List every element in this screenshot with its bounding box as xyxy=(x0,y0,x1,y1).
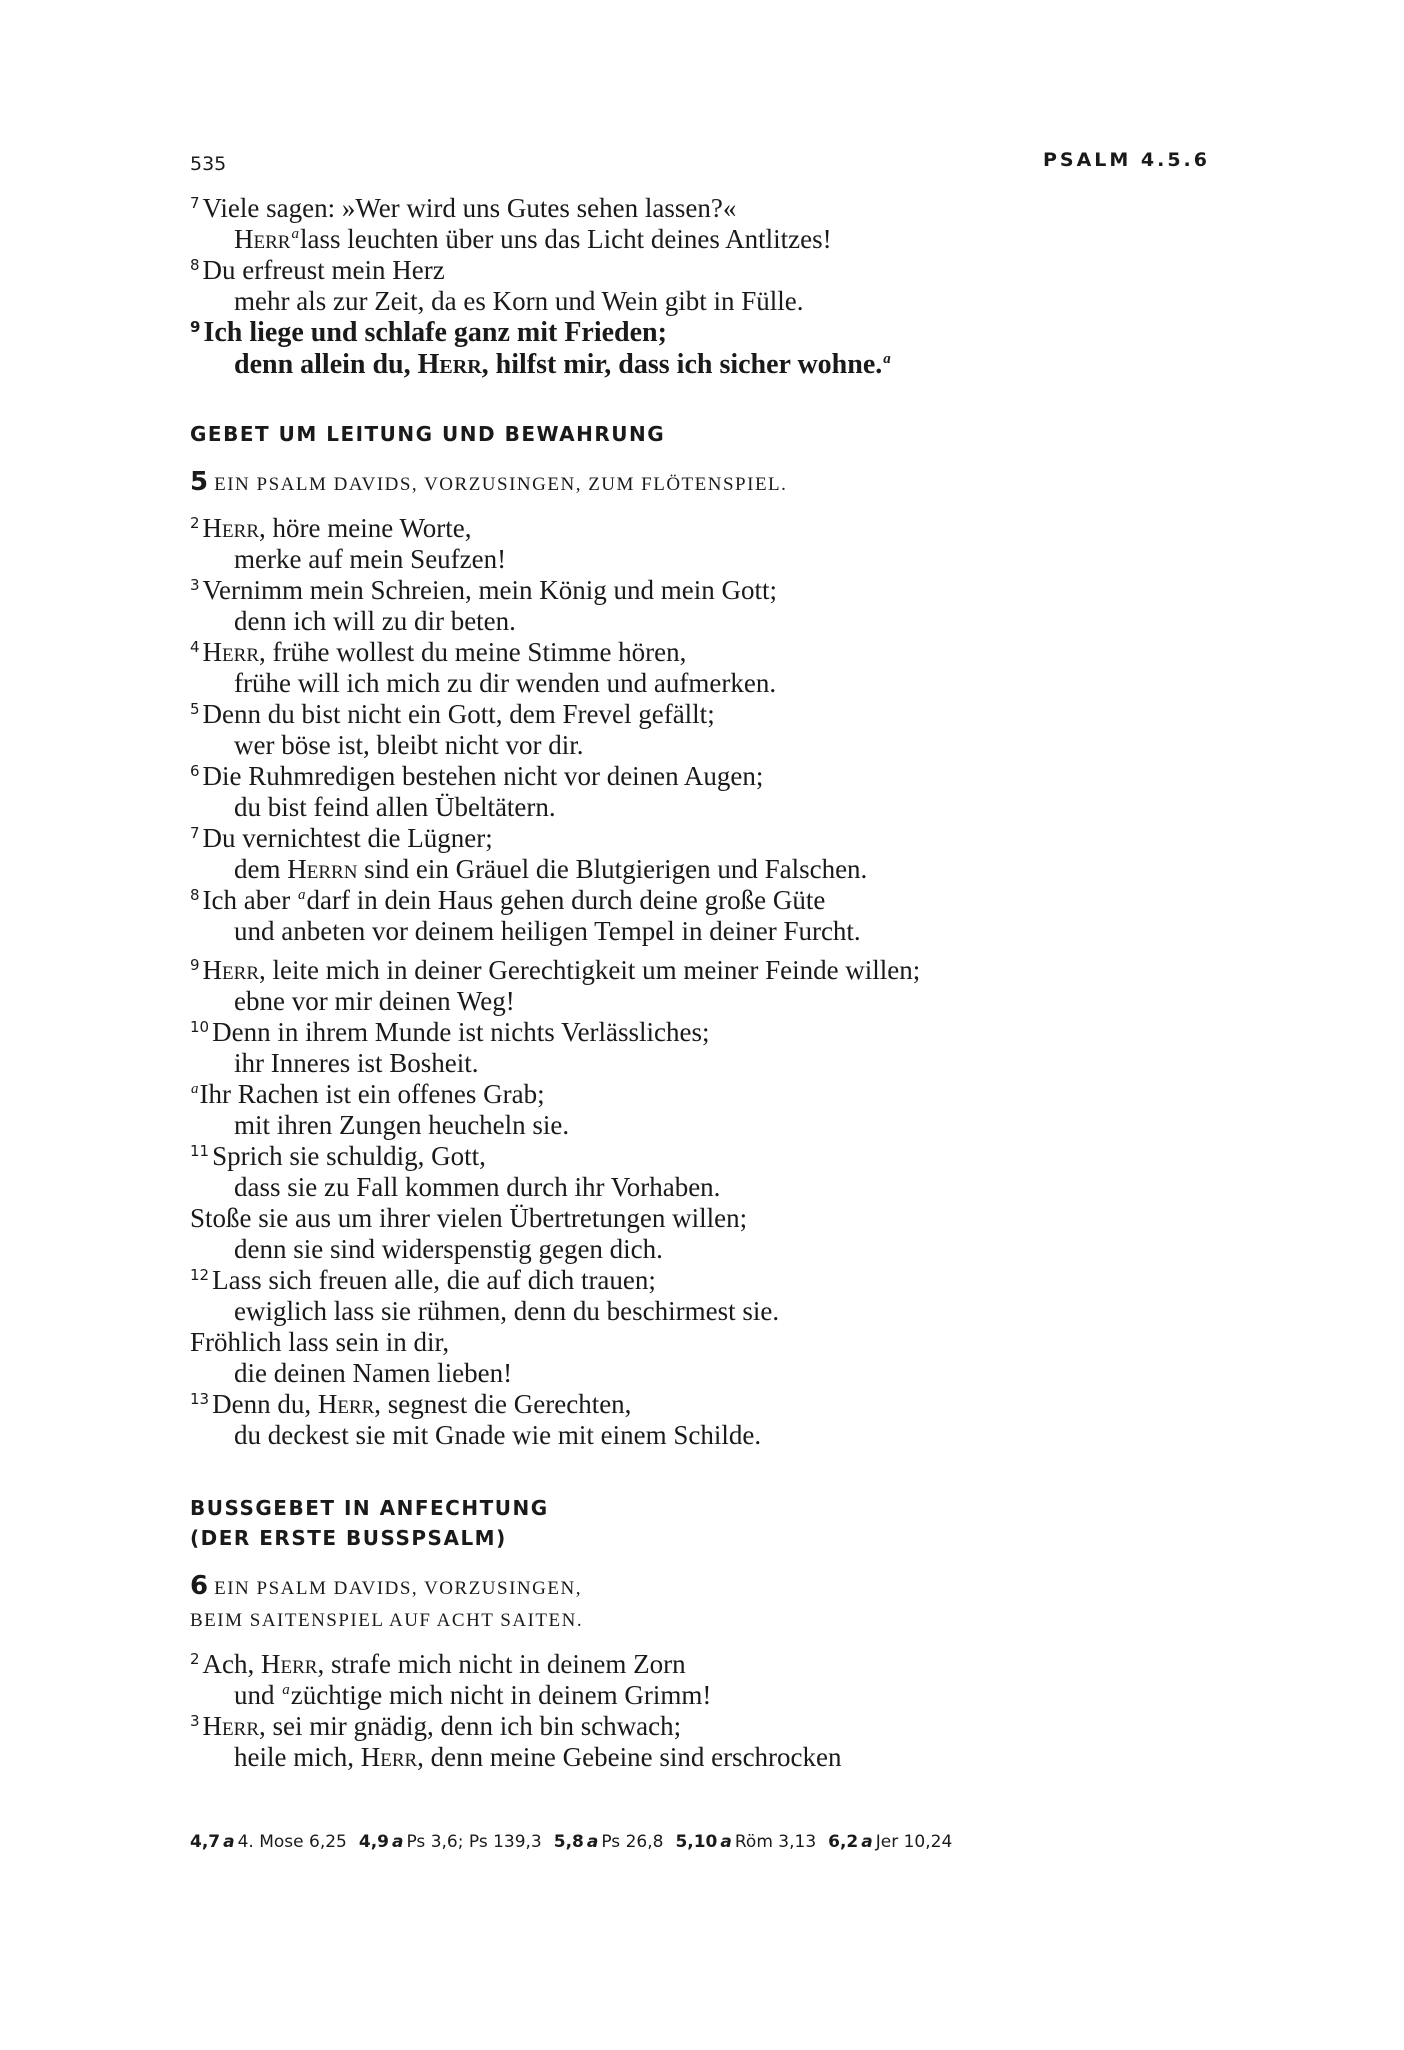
verse-number: 5 xyxy=(190,700,200,718)
superscription-text: EIN PSALM DAVIDS, VORZUSINGEN, ZUM FLÖTENSPIEL. xyxy=(214,474,788,495)
verse-line xyxy=(190,1234,1250,1265)
verse-text: ewiglich lass sie rühmen, denn du beschirmest sie. xyxy=(234,1296,780,1326)
verse-line xyxy=(190,193,1250,224)
footnote-marker: a xyxy=(861,1832,873,1852)
verse-text: Vernimm mein Schreien, mein König und mein Gott; xyxy=(202,575,777,605)
footnote-marker: a xyxy=(883,351,891,367)
psalm-4-verses xyxy=(190,193,1250,381)
verse-line xyxy=(190,1048,1250,1079)
verse-line xyxy=(190,854,1250,885)
verse-line xyxy=(190,955,1250,986)
verse-text: mit ihren Zungen heucheln sie. xyxy=(234,1110,570,1140)
verse-number: 7 xyxy=(190,824,200,842)
verse-line xyxy=(190,637,1250,668)
verse-text: , sei mir gnädig, denn ich bin schwach; xyxy=(259,1711,682,1741)
footnote-item xyxy=(359,1832,542,1852)
verse-line xyxy=(190,761,1250,792)
verse-text: züchtige mich nicht in deinem Grimm! xyxy=(290,1680,712,1710)
verse-text: ebne vor mir deinen Weg! xyxy=(234,986,515,1016)
verse-line xyxy=(190,286,1250,317)
verse-text: heile mich, xyxy=(234,1742,361,1772)
verse-line xyxy=(190,544,1250,575)
psalm-5-superscription xyxy=(190,467,787,500)
footnote-marker: a xyxy=(297,887,306,903)
heading-line: BUSSGEBET IN ANFECHTUNG xyxy=(190,1496,549,1520)
footnote-item xyxy=(190,1832,347,1852)
divine-name: Herr xyxy=(234,224,291,254)
verse-line xyxy=(190,1327,1250,1358)
footnote-marker: a xyxy=(282,1682,290,1698)
footnote-text: 4. Mose 6,25 xyxy=(237,1832,347,1852)
verse-text: Denn du, xyxy=(212,1389,318,1419)
verse-text: denn allein du, xyxy=(234,349,418,380)
footnote-item xyxy=(675,1832,816,1852)
verse-text: mehr als zur Zeit, da es Korn und Wein gibt in Fülle. xyxy=(234,286,804,316)
verse-text: darf in dein Haus gehen durch deine große Güte xyxy=(306,885,826,915)
verse-line xyxy=(190,1711,1250,1742)
verse-text: merke auf mein Seufzen! xyxy=(234,544,507,574)
running-head: PSALM 4.5.6 xyxy=(1042,149,1210,171)
verse-text: Ihr Rachen ist ein offenes Grab; xyxy=(199,1079,545,1109)
verse-text: , frühe wollest du meine Stimme hören, xyxy=(259,637,687,667)
footnote-reference: 4,7 xyxy=(190,1832,221,1852)
superscription-text: EIN PSALM DAVIDS, VORZUSINGEN, xyxy=(214,1578,582,1599)
verse-line xyxy=(190,792,1250,823)
footnote-marker: a xyxy=(223,1832,235,1852)
divine-name: Herrn xyxy=(287,854,358,884)
verse-text: Fröhlich lass sein in dir, xyxy=(190,1327,450,1357)
verse-line xyxy=(190,1141,1250,1172)
verse-line xyxy=(190,1110,1250,1141)
verse-line xyxy=(190,730,1250,761)
verse-number: 2 xyxy=(190,514,200,532)
verse-text: die deinen Namen lieben! xyxy=(234,1358,513,1388)
divine-name: Herr xyxy=(202,637,259,667)
verse-text: denn sie sind widerspenstig gegen dich. xyxy=(234,1234,663,1264)
verse-line xyxy=(190,1420,1250,1451)
verse-line xyxy=(190,885,1250,916)
divine-name: Herr xyxy=(261,1649,318,1679)
verse-text: Die Ruhmredigen bestehen nicht vor deinen Augen; xyxy=(202,761,764,791)
verse-text: Denn in ihrem Munde ist nichts Verlässliches; xyxy=(212,1017,710,1047)
footnote-reference: 5,8 xyxy=(553,1832,584,1852)
verse-number: 6 xyxy=(190,762,200,780)
verse-text: Ach, xyxy=(202,1649,262,1679)
verse-text: , segnest die Gerechten, xyxy=(374,1389,632,1419)
verse-line xyxy=(190,1680,1250,1711)
verse-text: du deckest sie mit Gnade wie mit einem Schilde. xyxy=(234,1420,762,1450)
verse-text: , strafe mich nicht in deinem Zorn xyxy=(317,1649,686,1679)
verse-text: lass leuchten über uns das Licht deines Antlitzes! xyxy=(299,224,832,254)
divine-name: Herr xyxy=(202,1711,259,1741)
verse-line xyxy=(190,1389,1250,1420)
verse-line xyxy=(190,699,1250,730)
verse-text: , denn meine Gebeine sind erschrocken xyxy=(417,1742,842,1772)
verse-line xyxy=(190,1017,1250,1048)
footnote-marker: a xyxy=(392,1832,404,1852)
verse-text: denn ich will zu dir beten. xyxy=(234,606,516,636)
page-number: 535 xyxy=(190,153,227,175)
verse-text: Lass sich freuen alle, die auf dich trauen; xyxy=(212,1265,656,1295)
verse-number: 3 xyxy=(190,1712,200,1730)
verse-number: 8 xyxy=(190,256,200,274)
verse-line xyxy=(190,317,1250,349)
footnote-text: Ps 26,8 xyxy=(601,1832,664,1852)
footnote-text: Jer 10,24 xyxy=(875,1832,953,1852)
verse-line xyxy=(190,1649,1250,1680)
verse-text: dem xyxy=(234,854,288,884)
verse-text: sind ein Gräuel die Blutgierigen und Falschen. xyxy=(357,854,868,884)
divine-name: Herr xyxy=(202,955,259,985)
footnote-text: Röm 3,13 xyxy=(734,1832,817,1852)
verse-line xyxy=(190,1079,1250,1110)
verse-line xyxy=(190,575,1250,606)
divine-name: Herr xyxy=(202,513,259,543)
footnote-marker: a xyxy=(720,1832,732,1852)
verse-line xyxy=(190,349,1250,381)
footnote-reference: 6,2 xyxy=(828,1832,859,1852)
psalm-number: 5 xyxy=(190,467,209,497)
psalm-6-verses xyxy=(190,1649,1250,1773)
verse-line xyxy=(190,224,1250,255)
verse-line xyxy=(190,513,1250,544)
divine-name: Herr xyxy=(317,1389,375,1419)
verse-line xyxy=(190,668,1250,699)
verse-text: , hilfst mir, dass ich sicher wohne. xyxy=(481,349,883,380)
footnote-reference: 5,10 xyxy=(675,1832,718,1852)
verse-text: Sprich sie schuldig, Gott, xyxy=(212,1141,486,1171)
verse-number: 12 xyxy=(190,1266,210,1284)
verse-number: 4 xyxy=(190,638,200,656)
verse-line xyxy=(190,1358,1250,1389)
section-heading-psalm-6 xyxy=(190,1493,549,1553)
footnotes xyxy=(190,1832,964,1852)
verse-text: und anbeten vor deinem heiligen Tempel in deiner Furcht. xyxy=(234,916,861,946)
verse-number: 9 xyxy=(190,956,200,974)
footnote-item xyxy=(828,1832,952,1852)
verse-text: Ich aber xyxy=(202,885,297,915)
verse-number: 11 xyxy=(190,1142,210,1160)
verse-number: 3 xyxy=(190,576,200,594)
divine-name: Herr xyxy=(360,1742,418,1772)
footnote-item xyxy=(554,1832,664,1852)
verse-line xyxy=(190,1265,1250,1296)
footnote-marker: a xyxy=(586,1832,599,1852)
footnote-reference: 4,9 xyxy=(358,1832,389,1852)
section-heading-psalm-5: GEBET UM LEITUNG UND BEWAHRUNG xyxy=(190,422,666,446)
verse-line xyxy=(190,986,1250,1017)
verse-line xyxy=(190,255,1250,286)
verse-text: Viele sagen: »Wer wird uns Gutes sehen lassen?« xyxy=(202,193,737,223)
verse-number: 2 xyxy=(190,1650,200,1668)
verse-text: und xyxy=(234,1680,282,1710)
footnote-marker: a xyxy=(191,1081,199,1097)
psalm-5-verses-part-2 xyxy=(190,955,1250,1451)
verse-text: Du vernichtest die Lügner; xyxy=(202,823,493,853)
verse-line xyxy=(190,1172,1250,1203)
verse-text: frühe will ich mich zu dir wenden und aufmerken. xyxy=(234,668,777,698)
verse-number: 8 xyxy=(190,886,200,904)
verse-text: , leite mich in deiner Gerechtigkeit um meiner Feinde willen; xyxy=(259,955,921,985)
verse-line xyxy=(190,1296,1250,1327)
verse-number: 10 xyxy=(190,1018,210,1036)
verse-text: Denn du bist nicht ein Gott, dem Frevel gefällt; xyxy=(202,699,715,729)
heading-line: (DER ERSTE BUSSPSALM) xyxy=(190,1526,507,1550)
divine-name: Herr xyxy=(417,349,482,380)
verse-text: du bist feind allen Übeltätern. xyxy=(234,792,556,822)
verse-text: Ich liege und schlafe ganz mit Frieden; xyxy=(203,317,667,348)
verse-line xyxy=(190,1203,1250,1234)
verse-number: 13 xyxy=(190,1390,210,1408)
verse-line xyxy=(190,916,1250,947)
verse-line xyxy=(190,606,1250,637)
psalm-6-superscription xyxy=(190,1571,583,1636)
psalm-5-verses-part-1 xyxy=(190,513,1250,947)
verse-number: 7 xyxy=(190,194,200,212)
verse-text: , höre meine Worte, xyxy=(259,513,472,543)
footnote-marker: a xyxy=(291,226,299,242)
verse-text: dass sie zu Fall kommen durch ihr Vorhaben. xyxy=(234,1172,721,1202)
superscription-text: BEIM SAITENSPIEL AUF ACHT SAITEN. xyxy=(190,1610,584,1631)
verse-line xyxy=(190,1742,1250,1773)
verse-text: ihr Inneres ist Bosheit. xyxy=(234,1048,479,1078)
verse-number: 9 xyxy=(190,318,201,336)
psalm-number: 6 xyxy=(190,1571,209,1601)
footnote-text: Ps 3,6; Ps 139,3 xyxy=(406,1832,542,1852)
verse-line xyxy=(190,823,1250,854)
verse-text: Du erfreust mein Herz xyxy=(202,255,445,285)
verse-text: wer böse ist, bleibt nicht vor dir. xyxy=(234,730,584,760)
verse-text: Stoße sie aus um ihrer vielen Übertretungen willen; xyxy=(190,1203,748,1233)
